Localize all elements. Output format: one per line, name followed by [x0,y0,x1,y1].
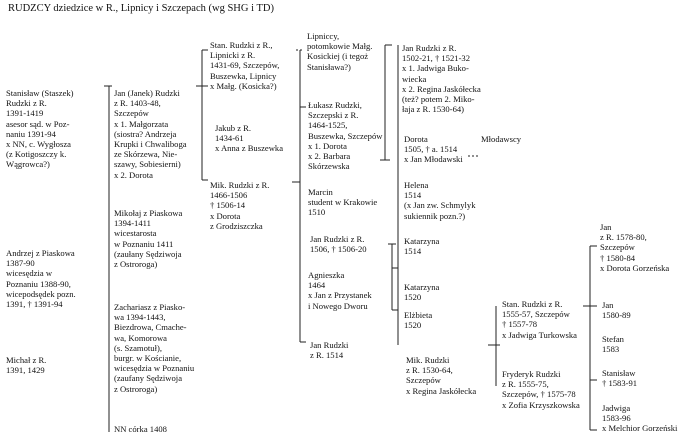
person-nn-corka: NN córka 1408 [114,424,167,434]
person-katarzyna-1520: Katarzyna 1520 [404,282,440,303]
person-elzbieta: Elżbieta 1520 [404,310,433,331]
person-marcin: Marcin student w Krakowie 1510 [308,187,378,218]
diagram-title: RUDZCY dziedzice w R., Lipnicy i Szczepach (wg SHG i TD) [8,3,274,14]
person-fryderyk: Fryderyk Rudzki z R. 1555-75, Szczepów, † 1575-78 x Zofia Krzyszkowska [502,369,580,410]
person-michal: Michał z R. 1391, 1429 [6,355,47,376]
person-dorota-1505: Dorota 1505, † a. 1514 x Jan Młodawski [404,134,463,165]
person-jan-1580: Jan 1580-89 [602,300,631,321]
person-mik-rudzki-1530: Mik. Rudzki z R. 1530-64, Szczepów x Regina Jaskółecka [406,355,477,396]
person-stanislaw-1583: Stanisław † 1583-91 [602,368,638,389]
person-jan-1506: Jan Rudzki z R. 1506, † 1506-20 [310,234,367,255]
person-jan-1502: Jan Rudzki z R. 1502-21, † 1521-32 x 1. Jadwiga Buko- wiecka x 2. Regina Jaskółecka (też? potem 2. Miko- łaja z R. 1530-64) [402,43,481,115]
person-stefan: Stefan 1583 [602,334,624,355]
person-jan-1578: Jan z R. 1578-80, Szczepów † 1580-84 x Dorota Gorzeńska [600,222,670,273]
family-mlodawscy: Młodawscy [481,134,522,144]
person-stanislaw-staszek: Stanisław (Staszek) Rudzki z R. 1391-1419 asesor sąd. w Poz- naniu 1391-94 x NN, c. Wygłosza (z Kotigoszczy k. Wągrowca?) [6,88,74,170]
person-mikolaj-piaskowa: Mikołaj z Piaskowa 1394-1411 wicestarosta w Poznaniu 1411 (zaułany Sędziwoja z Ostroroga) [114,208,183,270]
person-jan-janek: Jan (Janek) Rudzki z R. 1403-48, Szczepów x 1. Małgorzata (siostra? Andrzeja Krupki i Chwaliboga ze Skórzewa, Nie- szawy, Sobiesierni) x 2. Dorota [114,88,187,180]
person-lipniccy: Lipniccy, potomkowie Małg. Kosickiej (i tegoż Stanisława?) [307,31,373,72]
person-katarzyna-1514: Katarzyna 1514 [404,236,440,257]
person-andrzej-piaskowa: Andrzej z Piaskowa 1387-90 wicesędzia w Poznaniu 1388-90, wicepodsędek pozn. 1391, † 1391-94 [6,248,76,310]
person-jan-1514: Jan Rudzki z R. 1514 [310,340,349,361]
person-stan-rudzki-1431: Stan. Rudzki z R., Lipnicki z R. 1431-69, Szczepów, Buszewka, Lipnicy x Małg. (Kosicka?) [210,40,280,91]
person-jadwiga: Jadwiga 1583-96 x Melchior Gorzeński [602,403,678,434]
person-lukasz: Łukasz Rudzki, Szczepski z R. 1464-1525, Buszewka, Szczepów x 1. Dorota x 2. Barbara Skórzewska [308,100,383,172]
person-stan-rudzki-1555: Stan. Rudzki z R. 1555-57, Szczepów † 1557-78 x Jadwiga Turkowska [502,299,577,340]
person-helena: Helena 1514 (x Jan zw. Schmylyk sukiennik pozn.?) [404,180,476,221]
person-zacharias: Zachariasz z Piasko- wa 1394-1443, Biezdrowa, Cmache- wa, Komorowa (s. Szamotuł), burgr. w Kościanie, wicesędzia w Poznaniu (zaufany Sędziwoja z Ostroroga) [114,302,195,394]
person-jakub: Jakub z R. 1434-61 x Anna z Buszewka [215,123,284,154]
person-agnieszka: Agnieszka 1464 x Jan z Przystanek i Nowego Dworu [308,270,372,311]
person-mik-rudzki-1466: Mik. Rudzki z R. 1466-1506 † 1506-14 x Dorota z Grodziszczka [210,180,270,231]
